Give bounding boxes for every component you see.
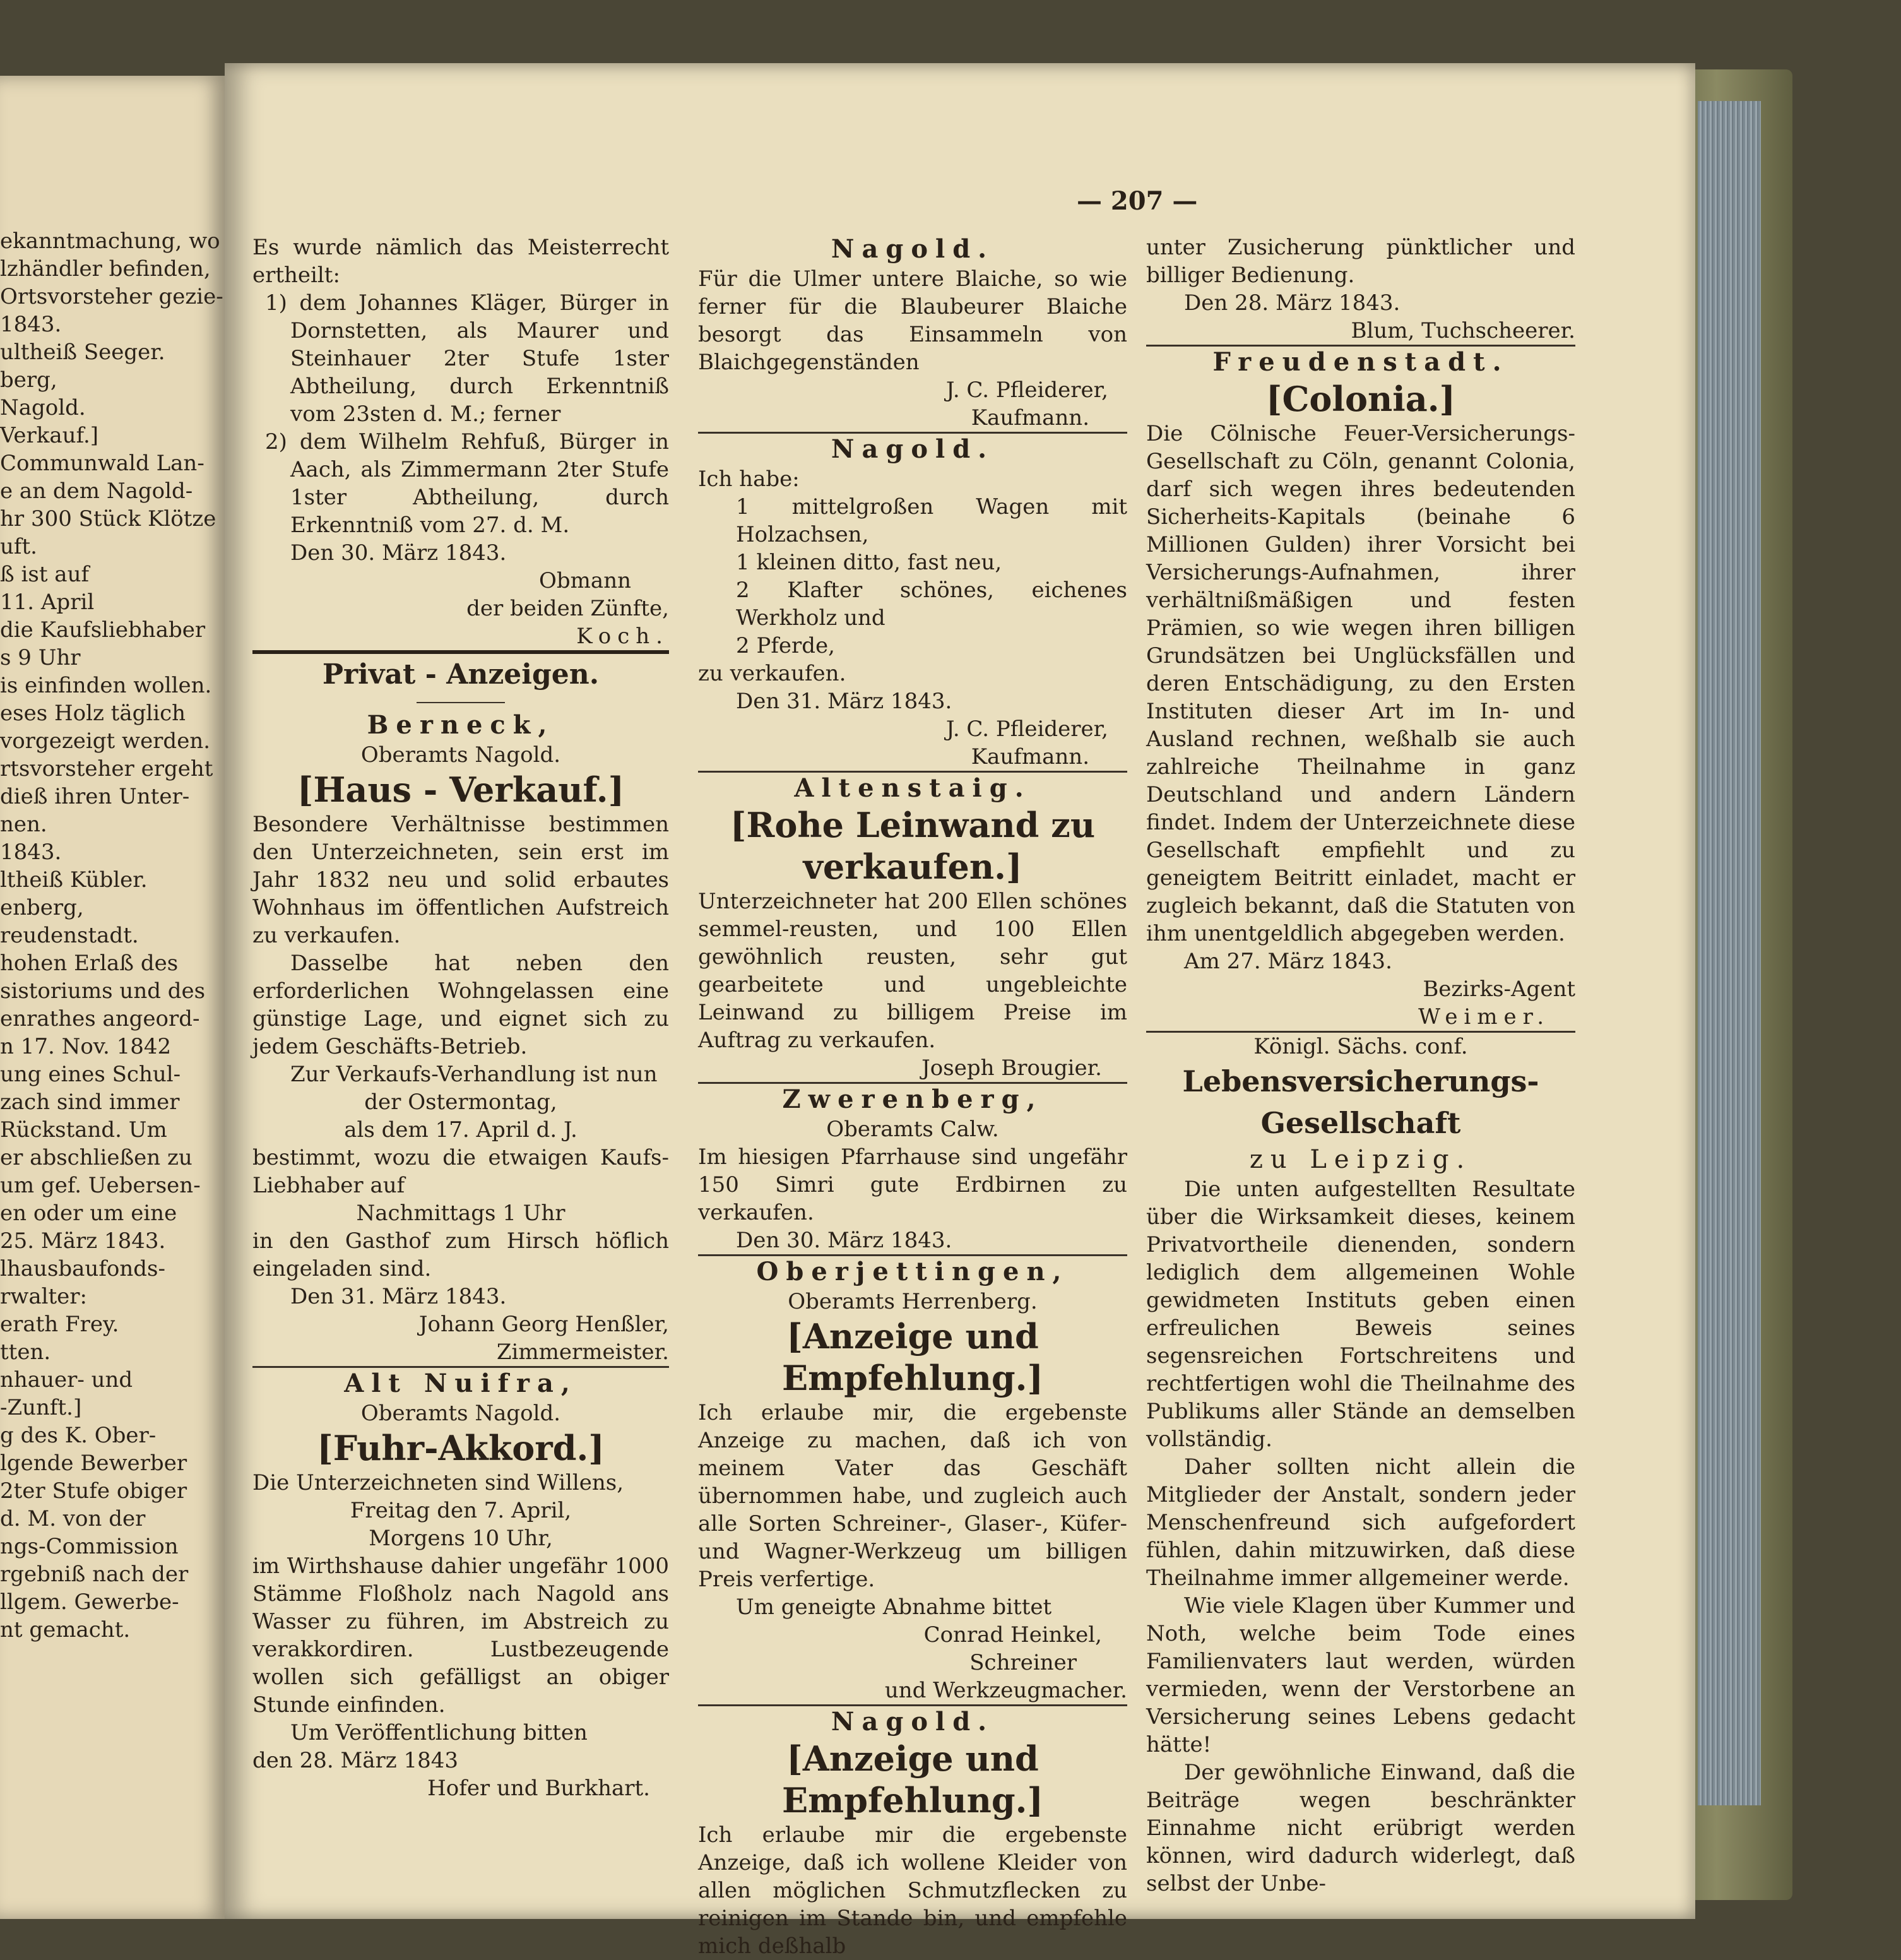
b2-title: [Colonia.] (1265, 379, 1456, 419)
left-page-line: en oder um eine (0, 1201, 177, 1226)
b3-p1: Die unten aufgestellten Resultate über die Wirksamkeit dieses, keinem Privatvortheile dienenden, sondern lediglich dem allgemeinen Wohle gewidmeten Instituts geben einen erfreulichen Beweis seines segensreichen Fortschreitens und rechtfertigen wohl die Theilnahme des Publikums aller Stände an demselben vollständig. (1146, 1177, 1575, 1452)
ad1-place: Berneck, (367, 710, 555, 740)
ad2-date: den 28. März 1843 (252, 1748, 459, 1773)
a1-place: Nagold. (831, 234, 995, 264)
left-page-line: llgem. Gewerbe- (0, 1589, 179, 1615)
a2-i4: 2 Pferde, (736, 633, 835, 658)
left-page-line: is einfinden wollen. (0, 673, 212, 698)
col1-sign1: Obmann (539, 568, 631, 593)
left-page-line: lhausbaufonds- (0, 1256, 165, 1281)
b1-date: Den 28. März 1843. (1184, 290, 1401, 316)
left-page-line: Verkauf.] (0, 423, 99, 448)
left-page-line: erath Frey. (0, 1312, 119, 1337)
b2-sign2: Weimer. (1418, 1004, 1550, 1030)
a2-sign1: J. C. Pfleiderer, (945, 716, 1108, 742)
a5-sign1: Conrad Heinkel, (923, 1622, 1102, 1648)
a5-text: Ich erlaube mir, die ergebenste Anzeige zu machen, daß ich von meinem Vater das Geschäft übernommen habe, und zugleich auch alle Sorten Schreiner-, Glaser-, Küfer- und Wagner-Werkzeug um billigen Preis verfertige. (698, 1400, 1127, 1592)
left-page-line: Rückstand. Um (0, 1117, 167, 1143)
ad2-p3: Morgens 10 Uhr, (369, 1526, 553, 1551)
a1-text: Für die Ulmer untere Blaiche, so wie ferner für die Blaubeurer Blaiche besorgt das Einsammeln von Blaichgegenständen (698, 266, 1127, 375)
b2-place: Freudenstadt. (1212, 347, 1509, 377)
a2-intro: Ich habe: (698, 466, 800, 492)
left-page-line: eses Holz täglich (0, 701, 186, 726)
ad1-p3b: der Ostermontag, (364, 1090, 557, 1115)
left-page-line: 11. April (0, 590, 95, 615)
left-page-line: -Zunft.] (0, 1395, 82, 1420)
left-page-line: uft. (0, 534, 37, 559)
ad2-p4: im Wirthshause dahier ungefähr 1000 Stämme Floßholz nach Nagold ans Wasser zu führen, im Abstreich zu verakkordiren. Lustbezeugende wollen sich gefälligst an obiger Stunde einfinden. (252, 1553, 669, 1718)
b3-title: Lebensversicherungs-Gesellschaft (1182, 1064, 1539, 1140)
a3-text: Unterzeichneter hat 200 Ellen schönes semmel-reusten, und 100 Ellen gewöhnlich reusten, sehr gut gearbeitete und ungebleichte Leinwand zu billigem Preise im Auftrag zu verkaufen. (698, 889, 1127, 1053)
left-page-line: zach sind immer (0, 1090, 180, 1115)
ad1-p3f: in den Gasthof zum Hirsch höflich eingeladen sind. (252, 1228, 669, 1281)
a2-i2: 1 kleinen ditto, fast neu, (736, 550, 1002, 575)
ad1-sign2: Zimmermeister. (496, 1339, 669, 1365)
left-page-line: sistoriums und des (0, 978, 206, 1004)
ad1-p3c: als dem 17. April d. J. (344, 1117, 577, 1143)
left-page-line: nhauer- und (0, 1367, 133, 1393)
left-page-line: 2ter Stufe obiger (0, 1478, 187, 1504)
a2-sign2: Kaufmann. (971, 744, 1089, 769)
left-page-line: die Kaufsliebhaber (0, 617, 206, 643)
left-page-line: g des K. Ober- (0, 1423, 157, 1448)
a1-sign2: Kaufmann. (971, 405, 1089, 431)
column-3 (1146, 234, 1575, 1898)
left-page-line: lzhändler befinden, (0, 256, 211, 282)
b1-text: unter Zusicherung pünktlicher und billiger Bedienung. (1146, 235, 1575, 288)
left-page-line: dieß ihren Unter- (0, 784, 190, 809)
ad2-district: Oberamts Nagold. (360, 1401, 561, 1426)
a4-place: Zwerenberg, (782, 1084, 1043, 1114)
b2-sign1: Bezirks-Agent (1423, 977, 1575, 1002)
left-page-line: nt gemacht. (0, 1617, 131, 1642)
right-page (225, 63, 1695, 1959)
left-page-line: ung eines Schul- (0, 1062, 181, 1087)
divider (417, 702, 505, 703)
ad2-p5: Um Veröffentlichung bitten (290, 1720, 588, 1745)
left-page-line: ngs-Commission (0, 1534, 179, 1559)
left-page-line: enrathes angeord- (0, 1006, 200, 1031)
b1-sign: Blum, Tuchscheerer. (1351, 318, 1575, 343)
col1-sign3: Koch. (576, 624, 669, 649)
a5-sign3: und Werkzeugmacher. (884, 1678, 1127, 1703)
ad1-p2: Dasselbe hat neben den erforderlichen Wohngelassen eine günstige Lage, und eignet sich zu jedem Geschäfts-Betrieb. (252, 951, 669, 1059)
left-page-line: Nagold. (0, 395, 86, 420)
left-page-line: n 17. Nov. 1842 (0, 1034, 172, 1059)
b3-head: Königl. Sächs. conf. (1253, 1034, 1468, 1059)
b3-place: zu Leipzig. (1249, 1145, 1472, 1174)
b2-date: Am 27. März 1843. (1184, 949, 1392, 974)
column-2 (698, 234, 1127, 1960)
col1-sign2: der beiden Zünfte, (466, 596, 669, 621)
ad1-date: Den 31. März 1843. (290, 1284, 507, 1309)
ad2-place: Alt Nuifra, (344, 1369, 577, 1398)
a5-text2: Um geneigte Abnahme bittet (736, 1595, 1052, 1620)
left-page-line: Communwald Lan- (0, 451, 204, 476)
ad2-sign: Hofer und Burkhart. (427, 1776, 650, 1801)
left-page-line: berg, (0, 367, 57, 393)
ad2-p2: Freitag den 7. April, (350, 1498, 572, 1523)
left-page-line: s 9 Uhr (0, 645, 81, 670)
a2-end: zu verkaufen. (698, 661, 846, 686)
b3-p4: Der gewöhnliche Einwand, daß die Beiträge wegen beschränkter Einnahme nicht erübrigt werden können, wird dadurch widerlegt, daß selbst der Unbe- (1146, 1760, 1575, 1896)
left-page-line: e an dem Nagold- (0, 478, 193, 504)
left-page-line: nen. (0, 812, 47, 837)
left-page-line: rtsvorsteher ergeht (0, 756, 213, 781)
ad1-p3d: bestimmt, wozu die etwaigen Kaufs-Liebhaber auf (252, 1145, 669, 1198)
b3-p3: Wie viele Klagen über Kummer und Noth, welche beim Tode eines Familienvaters laut werden, würden vermieden, wenn der Verstorbene an Versicherung seines Lebens gedacht hätte! (1146, 1593, 1575, 1757)
left-page-line: ß ist auf (0, 562, 90, 587)
left-page (0, 76, 227, 1919)
a1-sign1: J. C. Pfleiderer, (945, 377, 1108, 403)
a3-title: [Rohe Leinwand zu verkaufen.] (730, 805, 1096, 887)
left-page-line: vorgezeigt werden. (0, 728, 211, 754)
a2-i1: 1 mittelgroßen Wagen mit Holzachsen, (736, 494, 1127, 547)
ad2-p1: Die Unterzeichneten sind Willens, (252, 1470, 624, 1495)
left-page-line: Ortsvorsteher gezie- (0, 284, 223, 309)
left-page-line: ltheiß Kübler. (0, 867, 148, 893)
left-page-line: tten. (0, 1339, 51, 1365)
left-page-line: hr 300 Stück Klötze (0, 506, 216, 532)
col1-intro: Es wurde nämlich das Meisterrecht ertheilt: (252, 235, 669, 288)
left-page-line: rwalter: (0, 1284, 87, 1309)
a5-title: [Anzeige und Empfehlung.] (781, 1316, 1044, 1398)
a2-i3: 2 Klafter schönes, eichenes Werkholz und (736, 578, 1127, 631)
ad1-sign1: Johann Georg Henßler, (418, 1312, 669, 1337)
left-page-line: 1843. (0, 840, 62, 865)
ad1-p3e: Nachmittags 1 Uhr (356, 1201, 566, 1226)
left-page-line: er abschließen zu (0, 1145, 192, 1170)
a5-place: Oberjettingen, (756, 1257, 1069, 1286)
left-page-line: d. M. von der (0, 1506, 146, 1531)
column-1 (252, 234, 669, 1802)
left-page-line: hohen Erlaß des (0, 951, 179, 976)
page-edges (1698, 101, 1761, 1805)
left-page-line: enberg, (0, 895, 84, 920)
left-page-line: lgende Bewerber (0, 1451, 187, 1476)
a4-date: Den 30. März 1843. (736, 1228, 952, 1253)
ad2-title: [Fuhr-Akkord.] (317, 1428, 605, 1468)
ad1-p1: Besondere Verhältnisse bestimmen den Unterzeichneten, sein erst im Jahr 1832 neu und solid erbautes Wohnhaus im öffentlichen Aufstreich zu verkaufen. (252, 812, 669, 948)
col1-date: Den 30. März 1843. (290, 540, 507, 566)
b2-text: Die Cölnische Feuer-Versicherungs-Gesellschaft zu Cöln, genannt Colonia, darf sich wegen ihres bedeutenden Sicherheits-Kapitals (beinahe 6 Millionen Gulden) ihrer Vorsicht bei Versicherungs-Aufnahmen, ihrer verhältnißmäßigen und festen Prämien, so wie wegen ihren billigen Grundsätzen bei Unglücksfällen und deren Entschädigung, zu den Ersten Instituten dieser Art im In- und Ausland rechnen, weßhalb sie auch zahlreiche Theilnahme in ganz Deutschland und andern Ländern findet. Indem der Unterzeichnete diese Gesellschaft empfiehlt und zu geneigtem Beitritt einladet, macht er zugleich bekannt, daß die Statuten von ihm unentgeldlich abgegeben werden. (1146, 421, 1575, 946)
left-page-line: 25. März 1843. (0, 1228, 166, 1254)
ad1-p3a: Zur Verkaufs-Verhandlung ist nun (290, 1062, 658, 1087)
left-page-line: rgebniß nach der (0, 1562, 189, 1587)
a6-place: Nagold. (831, 1707, 995, 1737)
left-page-line: um gef. Uebersen- (0, 1173, 201, 1198)
a2-place: Nagold. (831, 434, 995, 464)
page-number: — 207 — (1077, 186, 1198, 216)
left-page-line: ekanntmachung, wo (0, 229, 220, 254)
a5-sign2: Schreiner (969, 1650, 1077, 1675)
a4-district: Oberamts Calw. (826, 1117, 999, 1142)
ad1-title: [Haus - Verkauf.] (297, 769, 625, 810)
a4-text: Im hiesigen Pfarrhause sind ungefähr 150 Simri gute Erdbirnen zu verkaufen. (698, 1144, 1127, 1225)
a6-title: [Anzeige und Empfehlung.] (781, 1738, 1044, 1820)
a5-district: Oberamts Herrenberg. (788, 1289, 1038, 1314)
a6-text: Ich erlaube mir die ergebenste Anzeige, daß ich wollene Kleider von allen möglichen Schmutzflecken zu reinigen im Stande bin, und empfehle mich deßhalb (698, 1822, 1127, 1959)
a2-date: Den 31. März 1843. (736, 689, 952, 714)
a3-place: Altenstaig. (794, 773, 1031, 803)
private-heading: Privat - Anzeigen. (322, 658, 600, 691)
left-page-line: 1843. (0, 312, 62, 337)
ad1-district: Oberamts Nagold. (360, 742, 561, 768)
left-page-text (0, 227, 223, 1644)
b3-p2: Daher sollten nicht allein die Mitglieder der Anstalt, sondern jeder Menschenfreund sich aufgefordert fühlen, dahin mitzuwirken, daß diese Theilnahme immer allgemeiner werde. (1146, 1454, 1575, 1591)
left-page-line: ultheiß Seeger. (0, 340, 165, 365)
a3-sign: Joseph Brougier. (921, 1055, 1102, 1081)
col1-item2: 2) dem Wilhelm Rehfuß, Bürger in Aach, als Zimmermann 2ter Stufe 1ster Abtheilung, durch Erkenntniß vom 27. d. M. (265, 429, 669, 538)
left-page-line: reudenstadt. (0, 923, 139, 948)
col1-item1: 1) dem Johannes Kläger, Bürger in Dornstetten, als Maurer und Steinhauer 2ter Stufe 1ster Abtheilung, durch Erkenntniß vom 23sten d. M.; ferner (265, 290, 669, 427)
